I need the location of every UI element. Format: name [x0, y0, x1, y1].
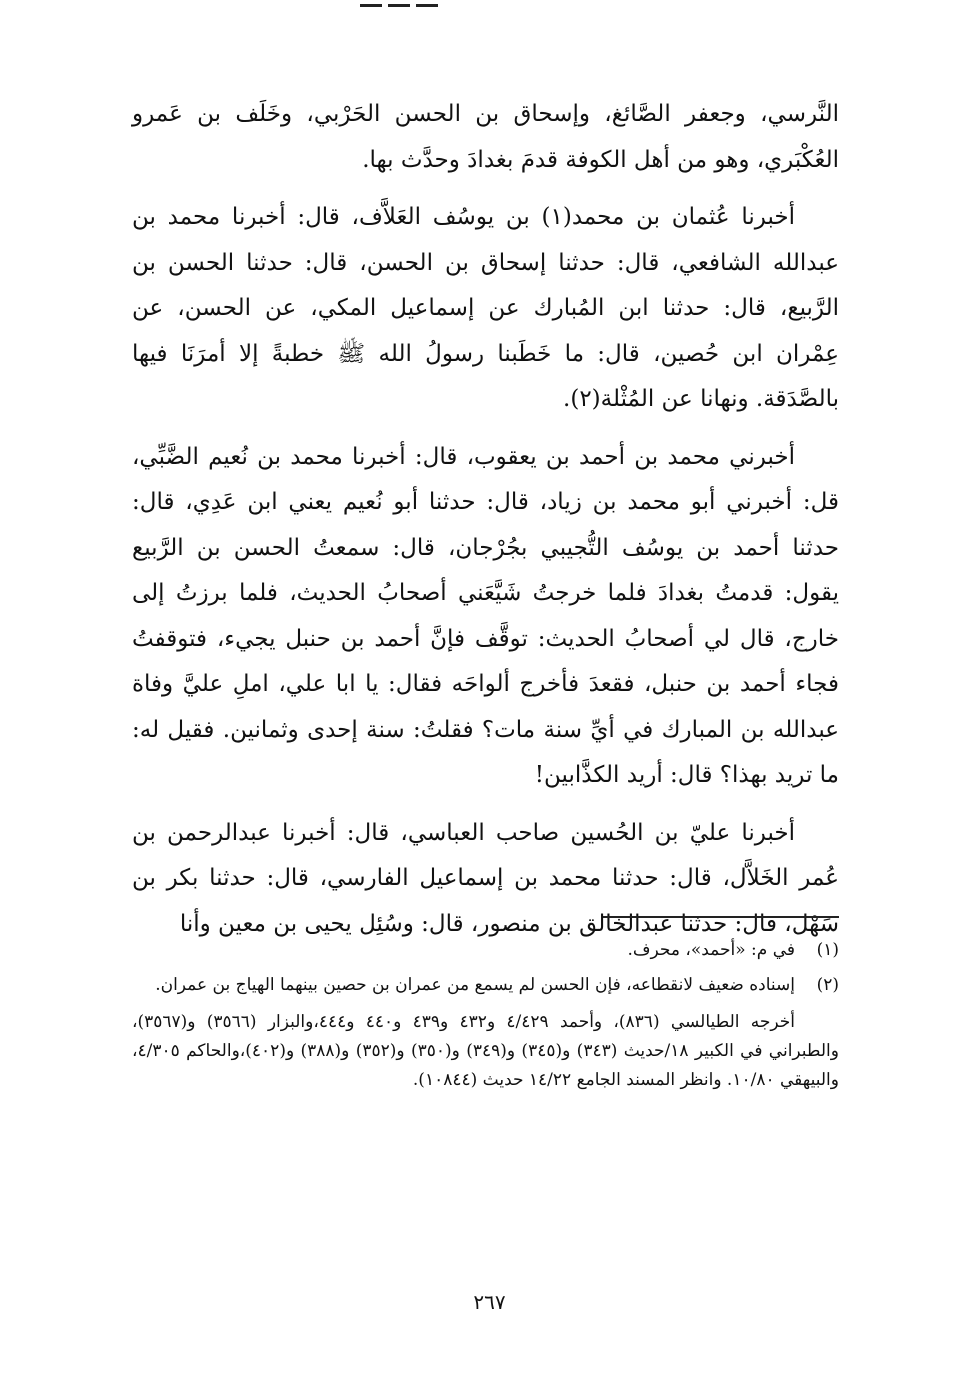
- paragraph-1: النَّرسي، وجعفر الصَّائغ، وإسحاق بن الحسن الحَرْبي، وخَلَف بن عَمرو العُكْبَري، وهو من أهل الكوفة قدمَ بغدادَ وحدَّث بها.: [132, 101, 839, 173]
- footnote-1: [132, 936, 839, 965]
- main-text: [132, 92, 839, 959]
- footnote-separator: [603, 916, 839, 918]
- footnotes: [132, 936, 839, 1095]
- footnote-number: (١): [816, 940, 839, 960]
- footnote-2-continuation: أخرجه الطيالسي (٨٣٦)، وأحمد ٤/٤٢٩ و٤٣٢ و٤٣٩ و٤٤٠ و٤٤٤،والبزار (٣٥٦٦) و(٣٥٦٧)، والطبراني في الكبير ١٨/حديث (٣٤٣) و(٣٤٥) و(٣٤٩) و(٣٥٠) و(٣٥٢) و(٣٨٨) و(٤٠٢)،والحاكم ٤/٣٠٥، والبيهقي ١٠/٨٠. وانظر المسند الجامع ١٤/٢٢ حديث (١٠٨٤٤).: [132, 1012, 839, 1090]
- footnote-2: [132, 971, 839, 1000]
- paragraph-2: أخبرنا عُثمان بن محمد(١) بن يوسُف العَلاَّف، قال: أخبرنا محمد بن عبدالله الشافعي، قال: حدثنا إسحاق بن الحسن، قال: حدثنا الحسن بن الرَّبيع، قال: حدثنا ابن المُبارك عن إسماعيل المكي، عن الحسن، عن عِمْران ابن حُصين، قال: ما خَطَبنا رسولُ الله ﷺ خطبةً إلا أمرَنَا فيها بالصَّدَقة. ونهانا عن المُثْلة(٢).: [132, 204, 839, 412]
- footnote-text: إسناده ضعيف لانقطاعه، فإن الحسن لم يسمع من عمران بن حصين بينهما الهياج بن عمران.: [155, 975, 795, 995]
- page-number: ٢٦٧: [473, 1290, 506, 1314]
- paragraph-4: أخبرنا عليّ بن الحُسين صاحب العباسي، قال: أخبرنا عبدالرحمن بن عُمر الخَلاَّل، قال: حدثنا محمد بن إسماعيل الفارسي، قال: حدثنا بكر بن سَهْل، قال: حدثنا عبدالخالق بن منصور، قال: وسُئِل يحيى بن معين وأنا: [132, 819, 839, 937]
- footnote-text: في م: «أحمد»، محرف.: [627, 940, 795, 960]
- header-ornament: [330, 0, 460, 14]
- footnote-number: (٢): [816, 975, 839, 995]
- paragraph-3: أخبرني محمد بن أحمد بن يعقوب، قال: أخبرنا محمد بن نُعيم الضَّبِّي، قل: أخبرني أبو محمد بن زياد، قال: حدثنا أبو نُعيم يعني ابن عَدِي، قال: حدثنا أحمد بن يوسُف التُّجيبي بجُرْجان، قال: سمعتُ الحسن بن الرَّبيع يقول: قدمتُ بغدادَ فلما خرجتُ شَيَّعَني أصحابُ الحديث، فلما برزتُ إلى خارج، قال لي أصحابُ الحديث: توقَّف فإنَّ أحمد بن حنبل يجيء، فتوقفتُ فجاء أحمد بن حنبل، فقعدَ فأخرج ألواحَه فقال: يا ابا علي، املِ عليَّ وفاة عبدالله بن المبارك في أيِّ سنة مات؟ فقلتُ: سنة إحدى وثمانين. فقيل له: ما تريد بهذا؟ قال: أريد الكذَّابين!: [132, 443, 839, 788]
